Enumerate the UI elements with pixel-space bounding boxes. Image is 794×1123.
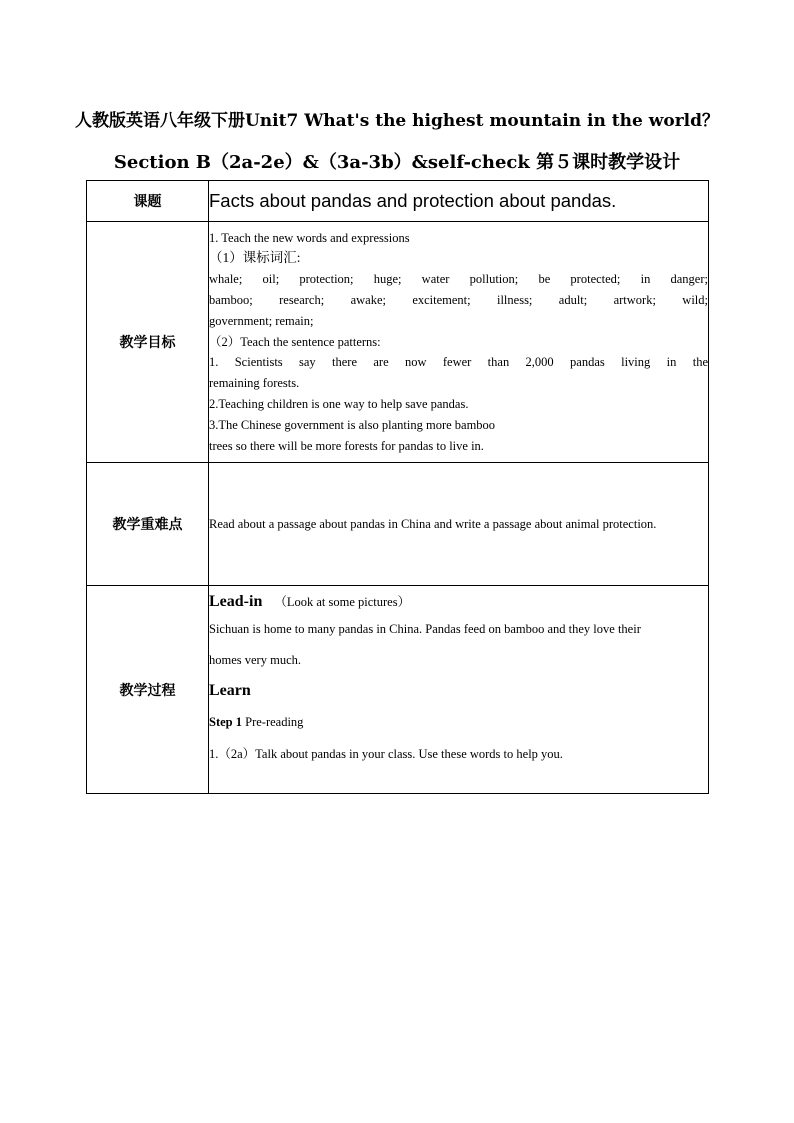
document-title-line1: 人教版英语八年级下册Unit7 What's the highest mountain in the world？ — [74, 111, 720, 131]
step-1-item-1: 1.（2a）Talk about pandas in your class. Use these words to help you. — [209, 747, 563, 761]
table-row-topic — [87, 181, 709, 222]
topic-cell — [209, 181, 709, 222]
objectives-line: （1）课标词汇: — [209, 250, 301, 266]
step-1-label: Step 1 — [209, 715, 242, 729]
lead-in-text-2: homes very much. — [209, 653, 301, 667]
process-label: 教学过程 — [87, 586, 209, 794]
objectives-line: bamboo; research; awake; excitement; illness; adult; artwork; wild; — [209, 293, 708, 307]
objectives-line: 1. Teach the new words and expressions — [209, 230, 410, 245]
step-1-text: Pre-reading — [242, 715, 304, 729]
objectives-line: （2）Teach the sentence patterns: — [209, 334, 381, 349]
lead-in-heading — [209, 590, 708, 614]
key-points-label: 教学重难点 — [87, 463, 209, 586]
process-cell — [209, 586, 709, 794]
document-title-line2: Section B（2a-2e）&（3a-3b）&self-check 第５课时教学设计 — [113, 152, 681, 173]
table-row-objectives — [87, 222, 709, 463]
objectives-line: remaining forests. — [209, 376, 300, 391]
topic-text: Facts about pandas and protection about pandas. — [209, 190, 617, 211]
objectives-line: 2.Teaching children is one way to help save pandas. — [209, 396, 469, 411]
table-row-key-points — [87, 463, 709, 586]
step-1-line — [209, 706, 708, 738]
topic-label: 课题 — [87, 181, 209, 222]
objectives-line: whale; oil; protection; huge; water pollution; be protected; in danger; — [209, 272, 708, 287]
lead-in-title: Lead-in — [209, 593, 263, 610]
objectives-line: government; remain; — [209, 313, 314, 328]
lesson-plan-table — [86, 180, 709, 794]
objectives-line: 3.The Chinese government is also planting more bamboo — [209, 417, 496, 432]
objectives-line: trees so there will be more forests for pandas to live in. — [209, 438, 484, 453]
objectives-line: 1. Scientists say there are now fewer than 2,000 pandas living in the — [209, 355, 708, 370]
lead-in-note: （Look at some pictures） — [274, 595, 411, 609]
key-points-text: Read about a passage about pandas in China and write a passage about animal protection. — [209, 516, 657, 531]
objectives-cell — [209, 222, 709, 463]
objectives-label: 教学目标 — [87, 222, 209, 463]
table-row-process — [87, 586, 709, 794]
learn-heading: Learn — [209, 682, 251, 699]
lead-in-text-1: Sichuan is home to many pandas in China. Pandas feed on bamboo and they love their — [209, 622, 641, 636]
key-points-cell — [209, 463, 709, 586]
